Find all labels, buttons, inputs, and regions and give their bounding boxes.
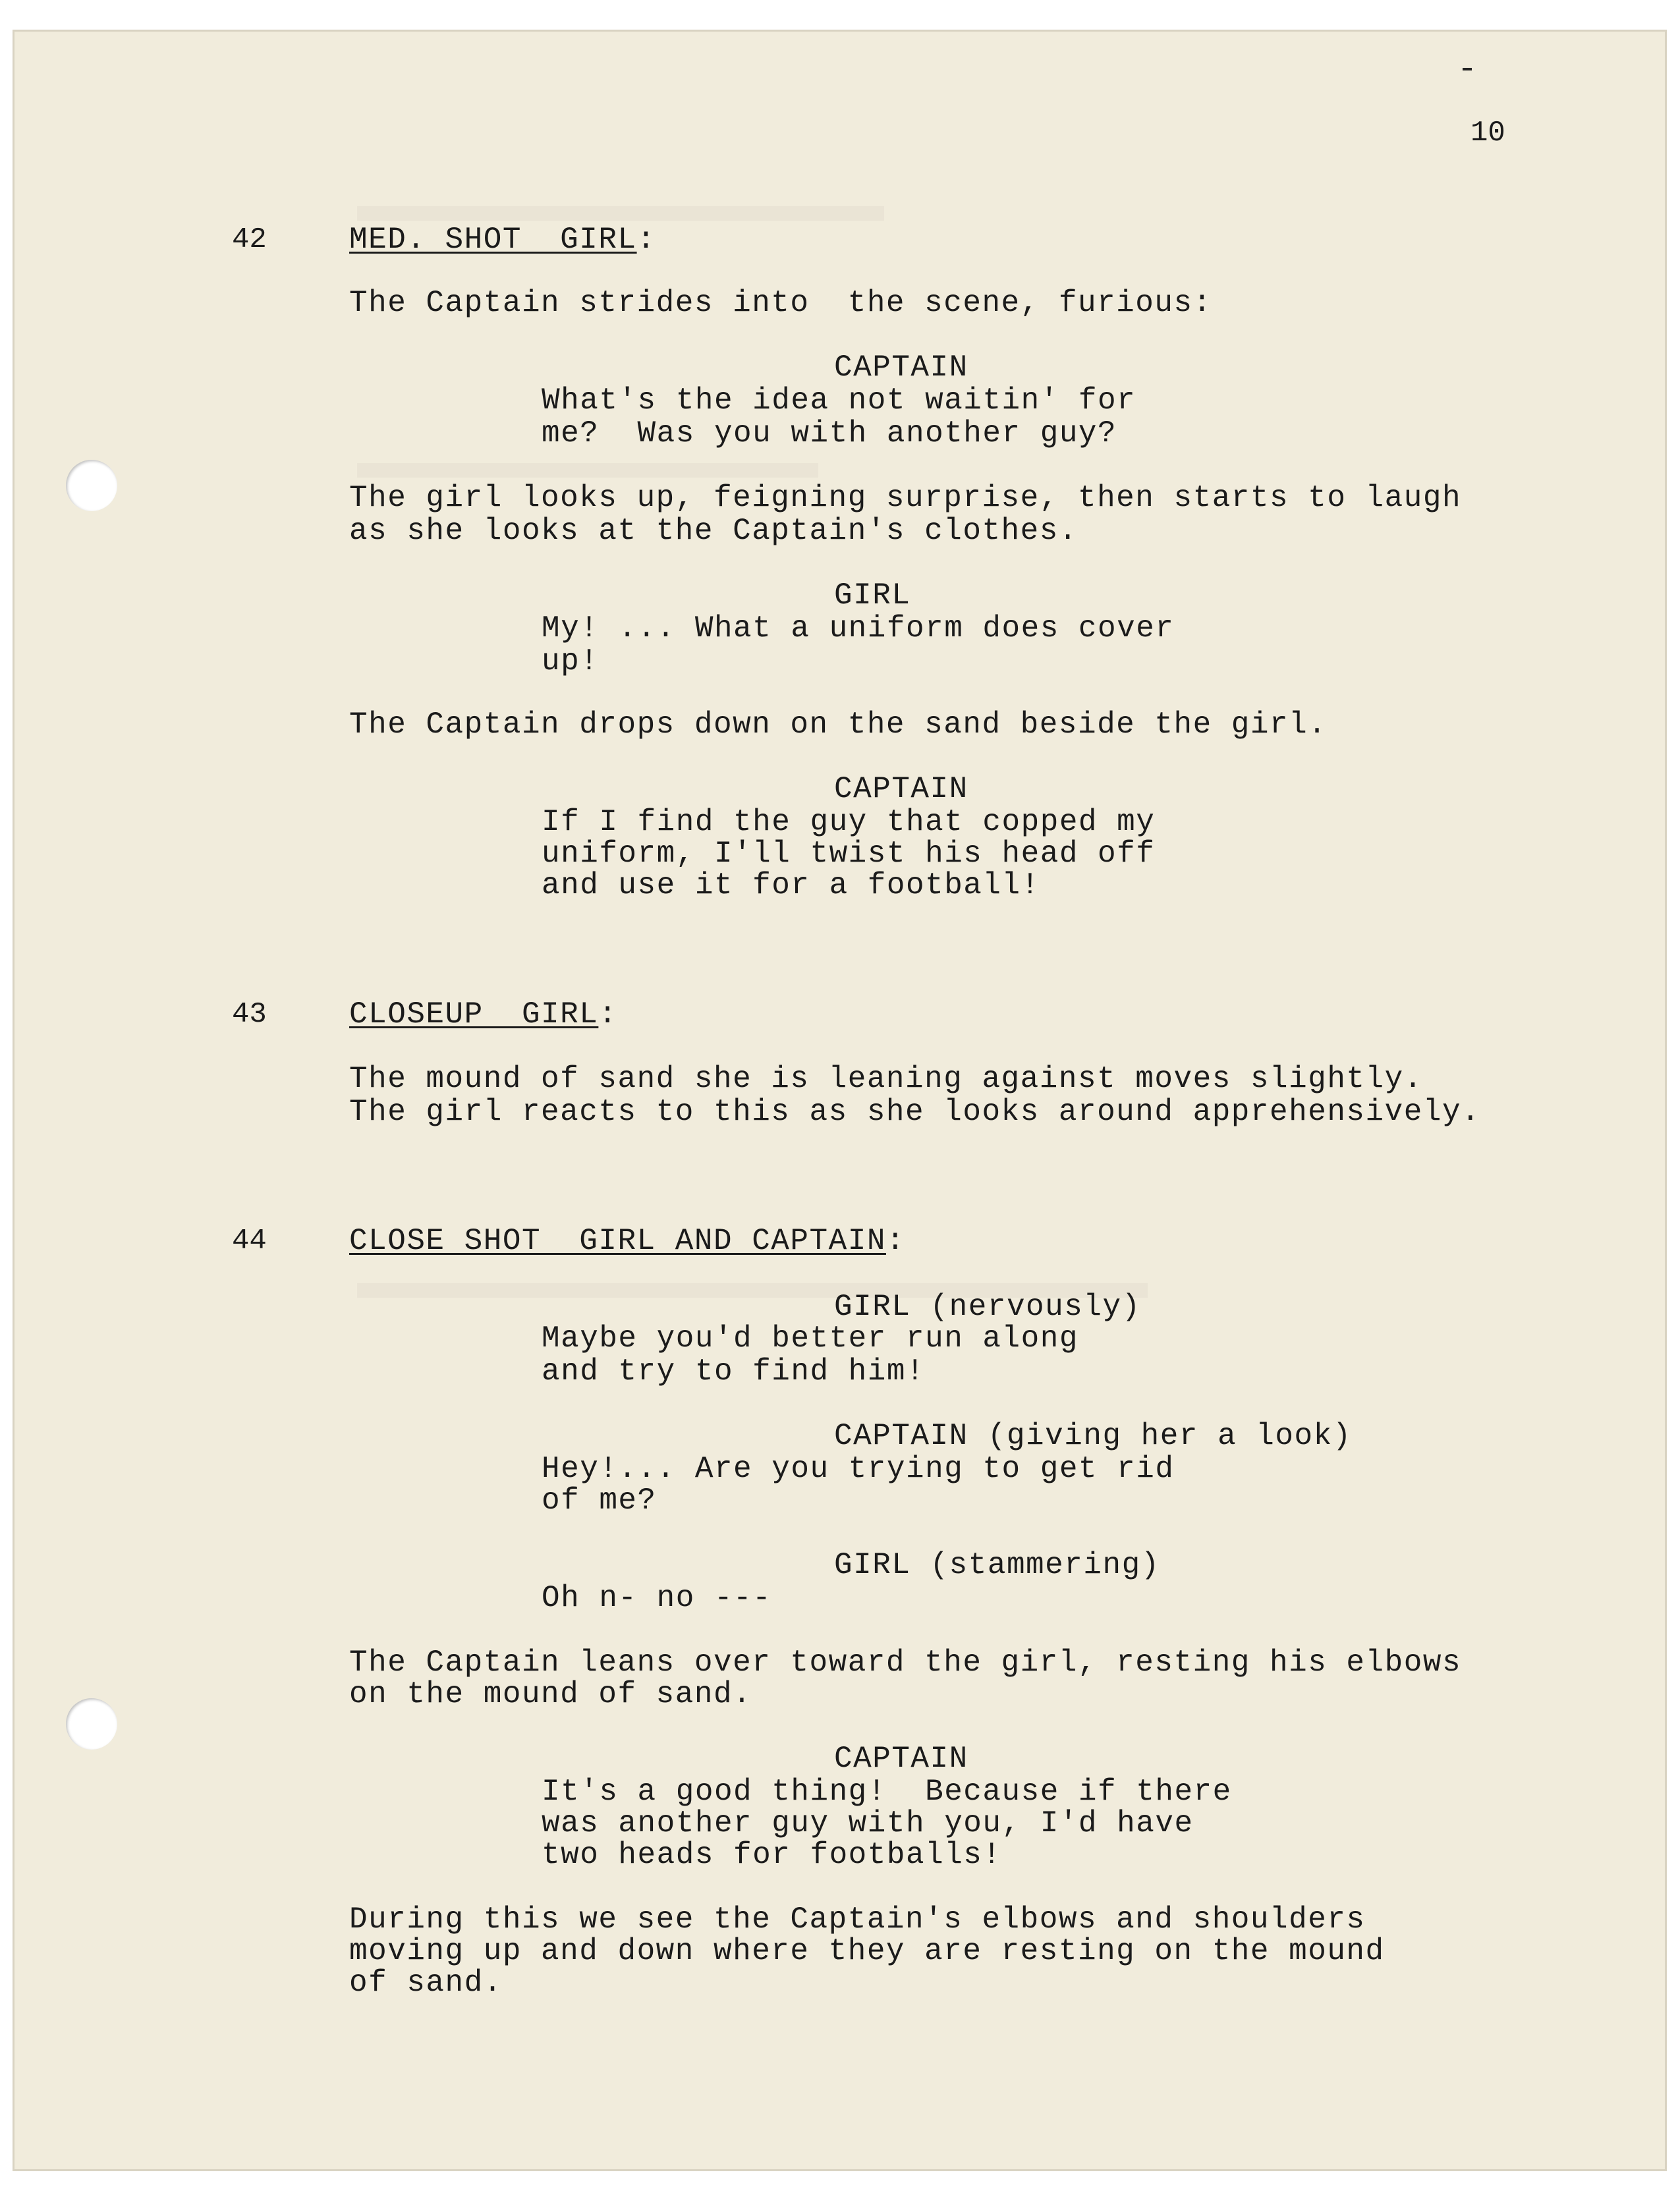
scene-number: 42: [232, 223, 267, 256]
scene-number: 44: [232, 1225, 267, 1258]
dialogue-line: up!: [542, 644, 600, 678]
character-cue: CAPTAIN: [834, 772, 968, 806]
scene-heading: CLOSEUP GIRL:: [349, 997, 618, 1032]
character-cue: CAPTAIN (giving her a look): [834, 1419, 1352, 1453]
dialogue-line: It's a good thing! Because if there: [542, 1775, 1232, 1809]
character-cue: GIRL (nervously): [834, 1290, 1141, 1324]
dialogue-line: was another guy with you, I'd have: [542, 1806, 1194, 1841]
dialogue-line: and try to find him!: [542, 1354, 926, 1389]
action-line: The girl looks up, feigning surprise, then starts to laugh: [349, 481, 1462, 515]
dialogue-line: and use it for a football!: [542, 868, 1040, 902]
dialogue-line: Hey!... Are you trying to get rid: [542, 1452, 1175, 1486]
action-line: The Captain strides into the scene, furious:: [349, 286, 1212, 320]
scene-number: 43: [232, 998, 267, 1031]
dialogue-line: My! ... What a uniform does cover: [542, 611, 1175, 646]
dialogue-line: If I find the guy that copped my: [542, 805, 1156, 839]
dialogue-line: Oh n- no ---: [542, 1581, 772, 1615]
character-cue: GIRL: [834, 578, 911, 613]
scene-heading: CLOSE SHOT GIRL AND CAPTAIN:: [349, 1224, 906, 1258]
action-line: as she looks at the Captain's clothes.: [349, 514, 1078, 548]
action-line: on the mound of sand.: [349, 1677, 752, 1711]
action-line: During this we see the Captain's elbows and shoulders: [349, 1902, 1366, 1937]
action-line: The mound of sand she is leaning against moves slightly.: [349, 1062, 1423, 1096]
dialogue-line: What's the idea not waitin' for: [542, 383, 1136, 418]
dialogue-line: two heads for footballs!: [542, 1838, 1002, 1872]
binder-hole-bottom: [66, 1698, 117, 1750]
dialogue-line: of me?: [542, 1483, 657, 1518]
character-cue: CAPTAIN: [834, 1742, 968, 1776]
dialogue-line: Maybe you'd better run along: [542, 1321, 1078, 1356]
action-line: of sand.: [349, 1966, 503, 2000]
script-page: [14, 32, 1665, 2169]
action-line: The Captain drops down on the sand beside the girl.: [349, 707, 1328, 742]
dialogue-line: me? Was you with another guy?: [542, 416, 1117, 451]
action-line: The Captain leans over toward the girl, resting his elbows: [349, 1646, 1462, 1680]
binder-hole-top: [66, 460, 117, 511]
scene-heading: MED. SHOT GIRL:: [349, 223, 656, 257]
corner-mark: [1463, 68, 1472, 70]
character-cue: CAPTAIN: [834, 350, 968, 385]
action-line: The girl reacts to this as she looks around apprehensively.: [349, 1095, 1481, 1129]
action-line: moving up and down where they are resting on the mound: [349, 1934, 1385, 1968]
page-number: 10: [1470, 117, 1505, 150]
character-cue: GIRL (stammering): [834, 1548, 1160, 1582]
dialogue-line: uniform, I'll twist his head off: [542, 837, 1156, 871]
